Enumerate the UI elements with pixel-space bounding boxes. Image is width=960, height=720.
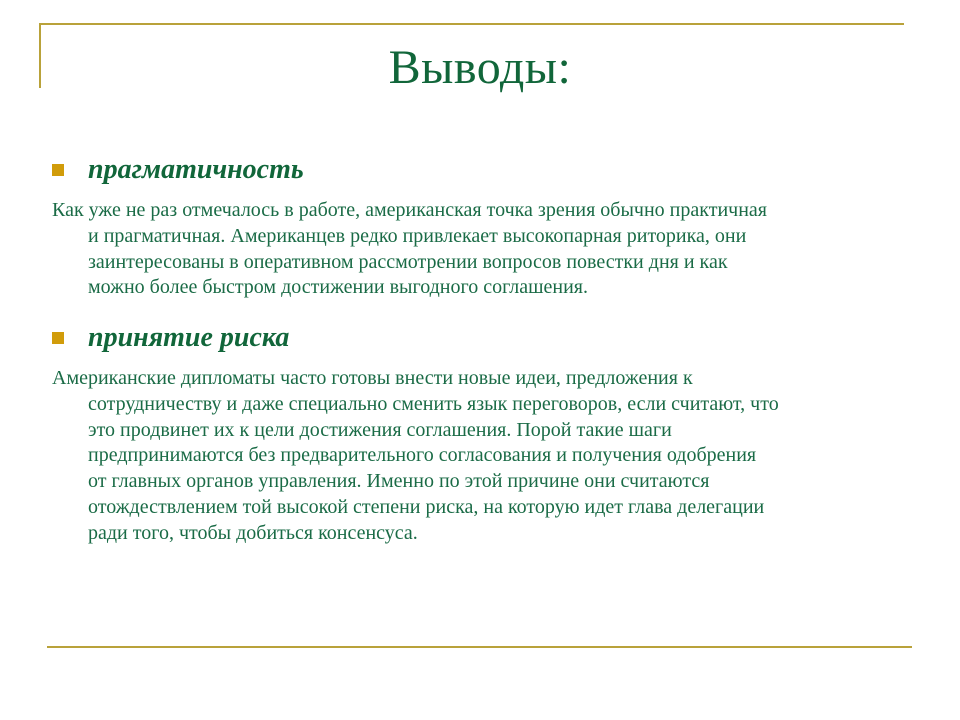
paragraph-line: Американские дипломаты часто готовы внести новые идеи, предложения к <box>52 367 693 389</box>
paragraph-line: сотрудничеству и даже специально сменить язык переговоров, если считают, что <box>88 392 779 415</box>
paragraph-line: можно более быстром достижении выгодного соглашения. <box>88 276 589 299</box>
paragraph-line: отождествлением той высокой степени риска, на которую идет глава делегации <box>88 495 765 518</box>
bullet-heading: принятие риска <box>88 322 290 353</box>
paragraph-line: это продвинет их к цели достижения соглашения. Порой такие шаги <box>88 418 672 441</box>
square-bullet-icon <box>52 332 64 344</box>
square-bullet-icon <box>52 164 64 176</box>
slide-title: Выводы: <box>388 41 572 94</box>
paragraph-line: и прагматичная. Американцев редко привлекает высокопарная риторика, они <box>88 224 747 247</box>
bullet-item-pragmatism <box>52 154 304 186</box>
paragraph-line: заинтересованы в оперативном рассмотрении вопросов повестки дня и как <box>88 250 728 273</box>
bullet-item-risk-taking <box>52 322 289 354</box>
frame-bottom-line <box>47 646 912 648</box>
frame-top-line <box>39 23 904 25</box>
paragraph-risk-taking <box>52 366 902 547</box>
paragraph-line: Как уже не раз отмечалось в работе, американская точка зрения обычно практичная <box>52 199 767 221</box>
paragraph-line: от главных органов управления. Именно по этой причине они считаются <box>88 470 710 493</box>
paragraph-pragmatism <box>52 198 902 301</box>
bullet-heading: прагматичность <box>88 154 304 185</box>
paragraph-line: предпринимаются без предварительного согласования и получения одобрения <box>88 444 757 467</box>
paragraph-line: ради того, чтобы добиться консенсуса. <box>88 521 418 544</box>
